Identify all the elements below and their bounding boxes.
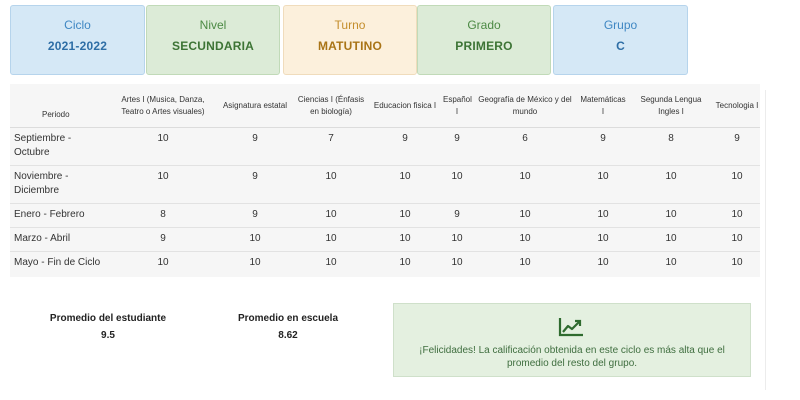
school-average [208, 313, 368, 341]
grade-cell: 9 [442, 204, 472, 228]
table-row [10, 228, 760, 252]
grade-cell: 9 [216, 204, 294, 228]
period-cell: Mayo - Fin de Ciclo [14, 257, 101, 268]
grade-cell: 9 [216, 166, 294, 204]
card-label: Grado [467, 18, 501, 32]
table-row [10, 252, 760, 290]
card-value: 2021-2022 [47, 39, 108, 53]
grade-cell: 10 [597, 257, 609, 268]
grade-cell: 10 [216, 228, 294, 252]
right-edge-divider [765, 90, 766, 390]
card-value: C [616, 39, 625, 53]
grade-cell: 10 [110, 128, 216, 166]
table-row [10, 204, 760, 228]
grade-cell: 10 [294, 204, 368, 228]
congrats-message: ¡Felicidades! La calificación obtenida en este ciclo es más alta que el promedio del resto del grupo. [419, 345, 725, 369]
col-header: Español I [442, 84, 472, 128]
grade-cell: 10 [368, 228, 442, 252]
col-header: Asignatura estatal [216, 84, 294, 128]
grade-cell: 7 [294, 128, 368, 166]
grade-cell: 10 [472, 228, 578, 252]
grade-cell: 9 [368, 128, 442, 166]
grades-table [10, 84, 760, 289]
col-header: Geografía de México y del mundo [472, 84, 578, 128]
grade-cell: 10 [665, 257, 677, 268]
col-header-periodo: Periodo [10, 84, 110, 128]
card-grado [417, 5, 551, 75]
grade-cell: 10 [110, 166, 216, 204]
card-value: PRIMERO [455, 39, 513, 53]
student-average-value: 9.5 [101, 330, 115, 341]
period-cell: Septiembre - Octubre [10, 128, 110, 166]
card-ciclo [10, 5, 145, 75]
grade-cell: 10 [294, 228, 368, 252]
table-row [10, 166, 760, 204]
grade-cell: 8 [110, 204, 216, 228]
grade-cell: 10 [325, 257, 337, 268]
grade-cell: 9 [442, 128, 472, 166]
grade-cell: 10 [714, 204, 760, 228]
grade-cell: 10 [578, 166, 628, 204]
col-header: Segunda Lengua Ingles I [628, 84, 714, 128]
grade-cell: 9 [110, 228, 216, 252]
grade-cell: 10 [578, 228, 628, 252]
grade-cell: 10 [578, 204, 628, 228]
period-cell: Noviembre - Diciembre [10, 166, 110, 204]
grade-cell: 10 [442, 228, 472, 252]
grade-cell: 8 [628, 128, 714, 166]
grade-cell: 10 [368, 166, 442, 204]
grade-cell: 10 [472, 204, 578, 228]
card-label: Grupo [603, 18, 638, 32]
card-value: MATUTINO [317, 39, 383, 53]
col-header: Tecnologia I [714, 84, 760, 128]
card-turno [283, 5, 417, 75]
card-label: Turno [334, 18, 366, 32]
grade-cell: 10 [249, 257, 261, 268]
card-label: Ciclo [64, 18, 91, 32]
grade-cell: 6 [472, 128, 578, 166]
grade-cell: 10 [519, 257, 531, 268]
col-header: Ciencias I (Énfasis en biología) [294, 84, 368, 128]
grade-cell: 10 [714, 228, 760, 252]
period-cell: Marzo - Abril [10, 228, 110, 252]
col-header: Artes I (Musica, Danza, Teatro o Artes visuales) [110, 84, 216, 128]
grade-cell: 10 [628, 166, 714, 204]
student-average-label: Promedio del estudiante [49, 313, 167, 324]
card-value: SECUNDARIA [171, 39, 254, 53]
grade-cell: 10 [368, 204, 442, 228]
grade-cell: 10 [472, 166, 578, 204]
grade-cell: 10 [628, 228, 714, 252]
grade-cell: 10 [731, 257, 743, 268]
grade-cell: 10 [294, 166, 368, 204]
grade-cell: 10 [442, 166, 472, 204]
period-cell: Enero - Febrero [10, 204, 110, 228]
card-grupo [553, 5, 688, 75]
grades-table-container [10, 84, 760, 277]
school-average-value: 8.62 [278, 330, 298, 341]
grade-cell: 9 [578, 128, 628, 166]
card-label: Nivel [199, 18, 227, 32]
table-row [10, 128, 760, 166]
table-header-row [10, 84, 760, 128]
card-nivel [146, 5, 280, 75]
grade-cell: 10 [451, 257, 463, 268]
grade-cell: 10 [628, 204, 714, 228]
congrats-banner [393, 303, 751, 377]
grade-cell: 9 [714, 128, 760, 166]
grade-cell: 10 [157, 257, 169, 268]
col-header: Educacion fisica I [368, 84, 442, 128]
grade-cell: 9 [216, 128, 294, 166]
trending-up-chart-icon [557, 316, 585, 338]
school-average-label: Promedio en escuela [237, 313, 339, 324]
grade-cell: 10 [714, 166, 760, 204]
grade-cell: 10 [399, 257, 411, 268]
student-average [28, 313, 188, 341]
col-header: Matemáticas I [578, 84, 628, 128]
